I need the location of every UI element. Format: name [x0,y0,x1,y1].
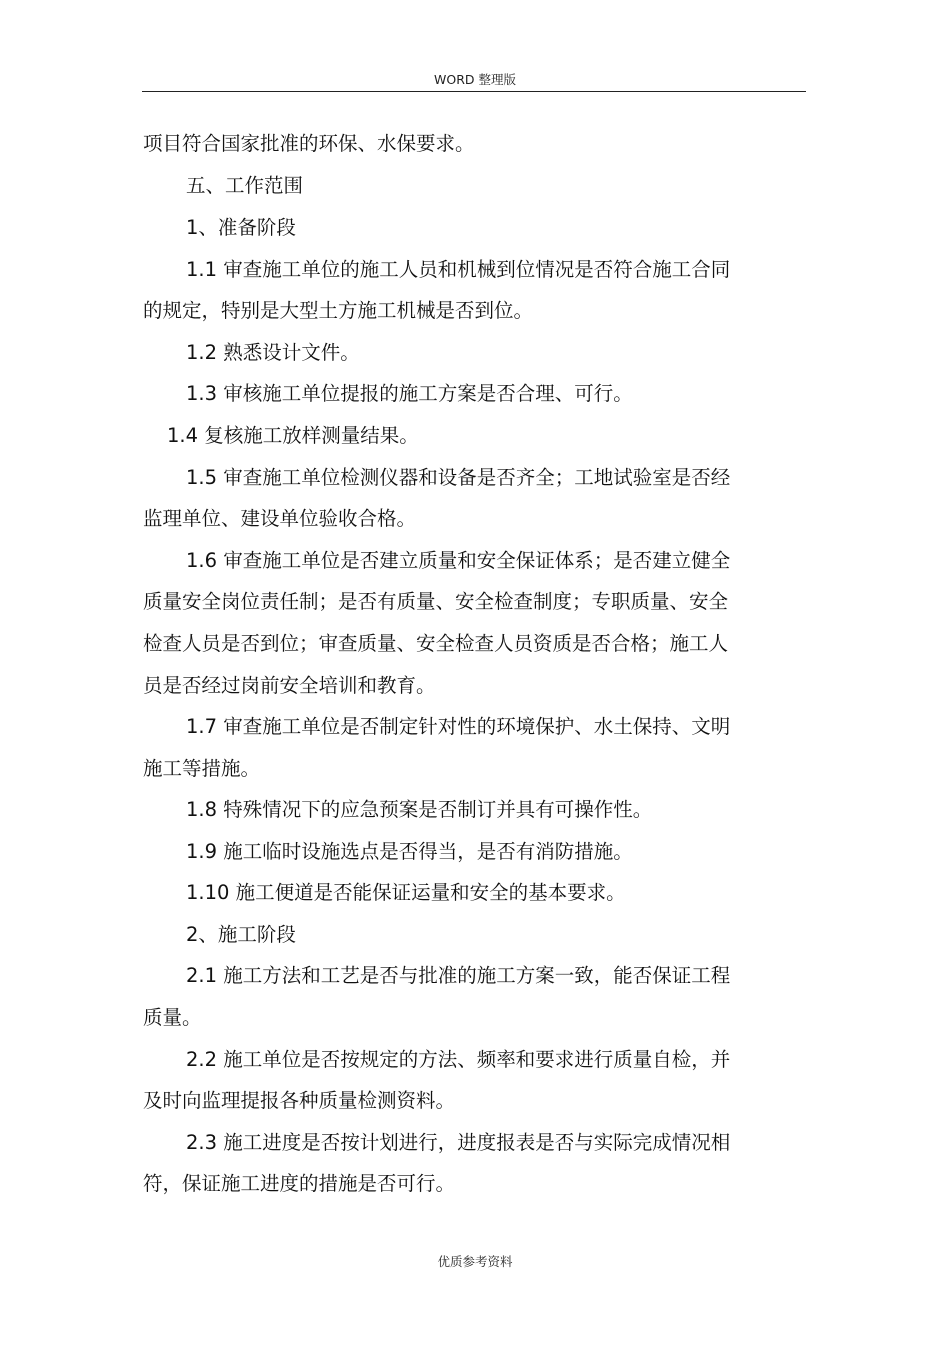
body-line: 1.4 复核施工放样测量结果。 [167,424,419,447]
body-line: 施工等措施。 [143,757,261,780]
subsection-heading: 2、施工阶段 [186,923,296,946]
body-line: 1.5 审查施工单位检测仪器和设备是否齐全；工地试验室是否经 [186,466,731,489]
body-line: 员是否经过岗前安全培训和教育。 [143,674,436,697]
body-line: 及时向监理提报各种质量检测资料。 [143,1089,456,1112]
body-line: 的规定，特别是大型土方施工机械是否到位。 [143,299,534,322]
body-line: 1.10 施工便道是否能保证运量和安全的基本要求。 [186,881,626,904]
body-line: 2.1 施工方法和工艺是否与批准的施工方案一致，能否保证工程 [186,964,731,987]
body-line: 质量安全岗位责任制；是否有质量、安全检查制度；专职质量、安全 [143,590,729,613]
body-line: 1.3 审核施工单位提报的施工方案是否合理、可行。 [186,382,633,405]
subsection-heading: 1、准备阶段 [186,216,296,239]
body-line: 检查人员是否到位；审查质量、安全检查人员资质是否合格；施工人 [143,632,729,655]
page-footer: 优质参考资料 [437,1254,513,1269]
body-line: 2.3 施工进度是否按计划进行，进度报表是否与实际完成情况相 [186,1131,731,1154]
body-line: 监理单位、建设单位验收合格。 [143,507,417,530]
body-line: 1.6 审查施工单位是否建立质量和安全保证体系；是否建立健全 [186,549,731,572]
body-line: 1.9 施工临时设施选点是否得当，是否有消防措施。 [186,840,633,863]
body-line: 1.7 审查施工单位是否制定针对性的环境保护、水土保持、文明 [186,715,731,738]
section-heading: 五、工作范围 [186,174,304,197]
header-rule [142,91,806,92]
body-line: 1.2 熟悉设计文件。 [186,341,360,364]
body-line: 质量。 [143,1006,202,1029]
body-line: 符，保证施工进度的措施是否可行。 [143,1172,456,1195]
body-line: 1.1 审查施工单位的施工人员和机械到位情况是否符合施工合同 [186,258,731,281]
body-line: 项目符合国家批准的环保、水保要求。 [143,132,475,155]
page-header: WORD 整理版 [434,72,516,87]
body-line: 1.8 特殊情况下的应急预案是否制订并具有可操作性。 [186,798,653,821]
body-line: 2.2 施工单位是否按规定的方法、频率和要求进行质量自检，并 [186,1048,731,1071]
